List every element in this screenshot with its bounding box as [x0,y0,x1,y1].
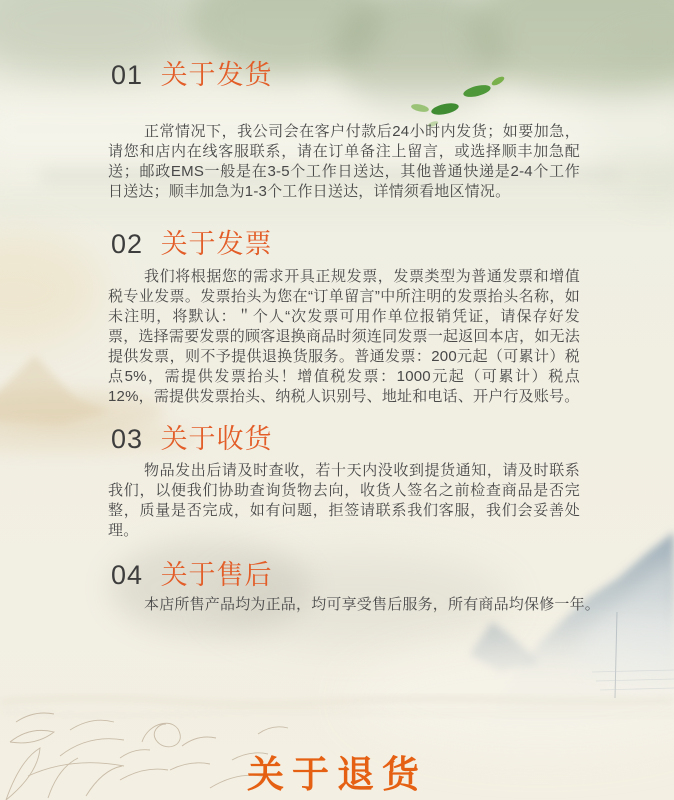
section-heading-shipping [111,60,273,90]
section-number: 04 [111,560,144,590]
section-title: 关于售后 [160,560,273,590]
section-body-shipping: 正常情况下，我公司会在客户付款后24小时内发货；如要加急，请您和店内在线客服联系，请在订单备注上留言，或选择顺丰加急配送；邮政EMS一般是在3-5个工作日送达，其他普通快递是2-4个工作日送达；顺丰加急为1-3个工作日送达，详情须看地区情况。 [108,123,580,200]
section-heading-receiving [111,424,273,454]
returns-heading: 关于退货 [247,755,427,796]
section-number: 01 [111,60,144,90]
section-title: 关于发货 [160,60,273,90]
section-title: 关于收货 [160,424,273,454]
section-number: 02 [111,229,144,259]
section-body-receiving: 物品发出后请及时查收，若十天内没收到提货通知，请及时联系我们，以便我们协助查询货物去向，收货人签名之前检查商品是否完整，质量是否完成，如有问题，拒签请联系我们客服，我们会妥善处理。 [108,462,580,539]
section-title: 关于发票 [160,229,273,259]
section-number: 03 [111,424,144,454]
section-body-aftersales: 本店所售产品均为正品，均可享受售后服务，所有商品均保修一年。 [144,596,601,613]
section-heading-aftersales [111,560,273,590]
section-body-invoice: 我们将根据您的需求开具正规发票，发票类型为普通发票和增值税专业发票。发票抬头为您在“订单留言”中所注明的发票抬头名称，如未注明，将默认：＂个人“次发票可用作单位报销凭证，请保存好发票，选择需要发票的顾客退换商品时须连同发票一起返回本店，如无法提供发票，则不予提供退换货服务。普通发票：200元起（可累计）税点5%，需提供发票抬头！增值税发票：1000元起（可累计）税点12%，需提供发票抬头、纳税人识别号、地址和电话、开户行及账号。 [108,268,580,405]
section-heading-invoice [111,229,273,259]
